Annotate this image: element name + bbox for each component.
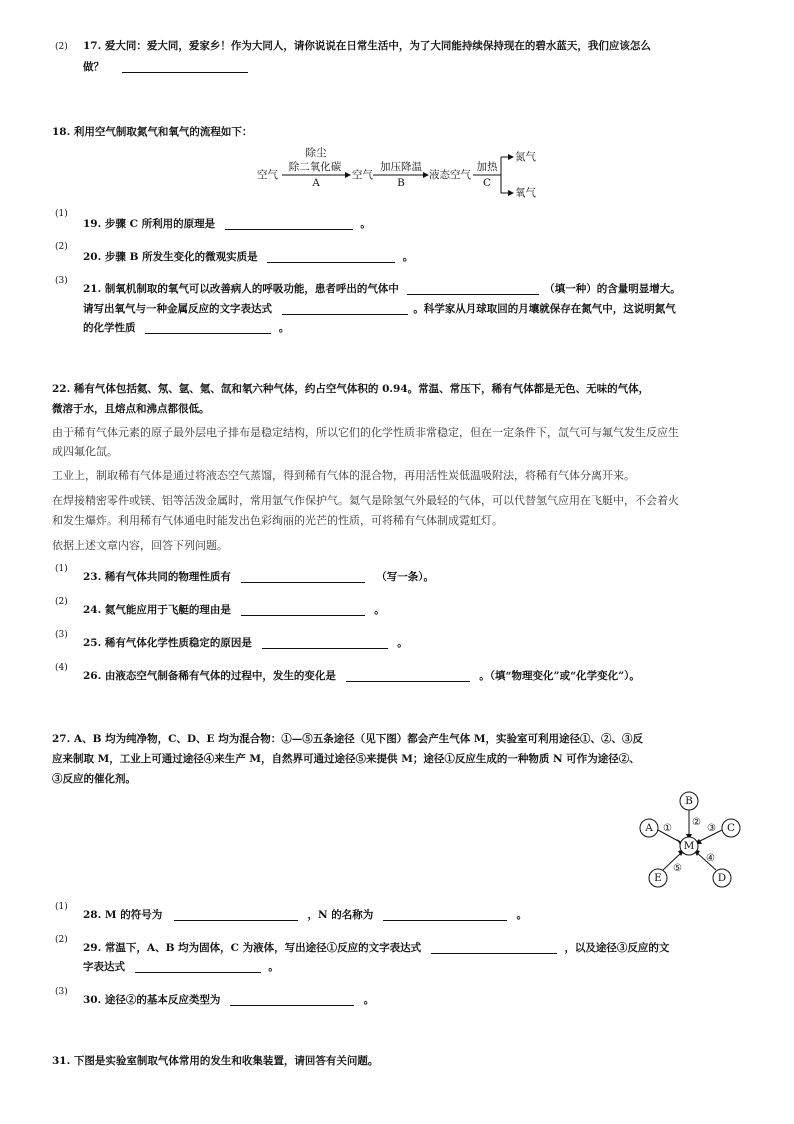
passage-paragraph-3-line1: 在焊接精密零件或镁、铝等活泼金属时，常用氩气作保护气。氦气是除氢气外最轻的气体，可以代替氢气应用在飞艇中，不会着火 [52, 494, 679, 507]
question-21-line1: 21. 制氧机制取的氧气可以改善病人的呼吸功能，患者呼出的气体中 （填一种）的含量明显增大。 [83, 279, 681, 300]
answer-blank[interactable] [230, 991, 354, 1006]
node-label-m: M [683, 840, 695, 852]
flow-step-a-label: A [312, 177, 320, 189]
answer-blank[interactable] [282, 300, 408, 315]
flow-step-a-mid: 除二氧化碳 [288, 161, 342, 173]
answer-blank[interactable] [174, 906, 298, 921]
sub-question-number: (2) [55, 935, 68, 945]
sub-question-number: (1) [55, 902, 68, 912]
question-29-line1: 29. 常温下，A、B 均为固体，C 为液体，写出途径①反应的文字表达式 ，以及途径③反应的文 [83, 938, 669, 959]
answer-blank[interactable] [407, 280, 539, 295]
passage-paragraph-2: 工业上，制取稀有气体是通过将液态空气蒸馏，得到稀有气体的混合物，再用活性炭低温吸附法，将稀有气体分离开来。 [52, 469, 635, 482]
flow-air-middle: 空气 [352, 169, 373, 181]
question-27-stem-line3: ③反应的催化剂。 [52, 773, 136, 785]
question-17-line1: 17. 爱大同：爱大同，爱家乡！作为大同人，请你说说在日常生活中，为了大同能持续保持现在的碧水蓝天，我们应该怎么 [83, 40, 651, 52]
sub-question-number: (4) [55, 663, 68, 673]
question-17-line2: 做？ [83, 57, 248, 78]
flow-air-start: 空气 [257, 169, 278, 181]
question-22-stem-line1: 22. 稀有气体包括氦、氖、氩、氪、氙和氡六种气体，约占空气体积的 0.94。常温、常压下，稀有气体都是无色、无味的气体， [52, 383, 650, 395]
question-24: 24. 氦气能应用于飞艇的理由是 。 [83, 600, 385, 621]
passage-instruction: 依据上述文章内容，回答下列问题。 [52, 539, 228, 552]
question-23: 23. 稀有气体共同的物理性质有 （写一条）。 [83, 567, 434, 588]
answer-blank[interactable] [241, 568, 365, 583]
question-28: 28. M 的符号为 ，N 的名称为 。 [83, 905, 527, 926]
passage-paragraph-3-line2: 和发生爆炸。利用稀有气体通电时能发出色彩绚丽的光芒的性质，可将稀有气体制成霓虹灯。 [52, 514, 503, 527]
question-27-stem-line2: 应来制取 M，工业上可通过途径④来生产 M，自然界可通过途径⑤来提供 M；途径①反应生成的一种物质 N 可作为途径②、 [52, 753, 640, 765]
question-25: 25. 稀有气体化学性质稳定的原因是 。 [83, 633, 408, 654]
path-label-4: ④ [706, 853, 715, 864]
question-21-line2: 请写出氧气与一种金属反应的文字表达式 。科学家从月球取回的月壤就保存在氮气中，这说明氮气 [83, 299, 676, 320]
air-separation-flowchart [255, 145, 555, 207]
path-label-3: ③ [707, 823, 716, 834]
answer-blank[interactable] [145, 319, 271, 334]
flow-step-c-label: C [482, 177, 492, 189]
node-label-b: B [685, 795, 693, 807]
answer-blank[interactable] [383, 906, 507, 921]
answer-blank[interactable] [346, 667, 470, 682]
flow-step-b-top: 加压降温 [380, 161, 422, 173]
flow-output-oxygen: 氧气 [515, 187, 536, 199]
passage-paragraph-1-line1: 由于稀有气体元素的原子最外层电子排布是稳定结构，所以它们的化学性质非常稳定，但在一定条件下，氙气可与氟气发生反应生 [52, 426, 679, 439]
sub-question-number: (2) [55, 242, 68, 252]
sub-question-number: (3) [55, 987, 68, 997]
question-21-line3: 的化学性质 。 [83, 318, 289, 339]
question-19: 19. 步骤 C 所利用的原理是 。 [83, 214, 371, 235]
question-20: 20. 步骤 B 所发生变化的微观实质是 。 [83, 247, 413, 268]
node-label-e: E [654, 872, 662, 884]
sub-question-number: (1) [55, 209, 68, 219]
sub-question-number: (3) [55, 630, 68, 640]
path-label-1: ① [663, 823, 672, 834]
path-label-2: ② [692, 817, 701, 828]
answer-blank[interactable] [241, 601, 365, 616]
answer-blank[interactable] [262, 634, 388, 649]
flow-liquid-air: 液态空气 [429, 169, 471, 181]
node-label-d: D [717, 872, 727, 884]
answer-blank[interactable] [267, 248, 395, 263]
answer-blank[interactable] [225, 215, 353, 230]
path-label-5: ⑤ [673, 863, 682, 874]
sub-question-number: (1) [55, 564, 68, 574]
node-label-c: C [726, 822, 736, 834]
answer-blank[interactable] [122, 58, 248, 73]
question-30: 30. 途径②的基本反应类型为 。 [83, 990, 374, 1011]
flow-step-b-label: B [397, 177, 405, 189]
question-26: 26. 由液态空气制备稀有气体的过程中，发生的变化是 。（填“物理变化”或“化学变化”）。 [83, 666, 640, 687]
sub-question-number: (2) [55, 42, 68, 52]
node-label-a: A [645, 822, 653, 834]
flow-step-a-top: 除尘 [305, 147, 327, 159]
question-27-stem-line1: 27. A、B 均为纯净物，C、D、E 均为混合物：①—⑤五条途径（见下图）都会产生气体 M，实验室可利用途径①、②、③反 [52, 733, 643, 745]
answer-blank[interactable] [135, 958, 261, 973]
question-22-stem-line2: 微溶于水，且熔点和沸点都很低。 [52, 403, 210, 415]
question-18-stem: 18. 利用空气制取氮气和氧气的流程如下： [52, 126, 253, 138]
gas-pathway-diagram [630, 790, 744, 892]
question-31-stem: 31. 下图是实验室制取气体常用的发生和收集装置，请回答有关问题。 [52, 1055, 379, 1067]
sub-question-number: (3) [55, 276, 68, 286]
flow-step-c-top: 加热 [476, 161, 498, 173]
sub-question-number: (2) [55, 597, 68, 607]
flow-output-nitrogen: 氮气 [515, 151, 536, 163]
passage-paragraph-1-line2: 成四氟化氙。 [52, 445, 118, 458]
question-29-line2: 字表达式 。 [83, 957, 279, 978]
answer-blank[interactable] [431, 939, 557, 954]
